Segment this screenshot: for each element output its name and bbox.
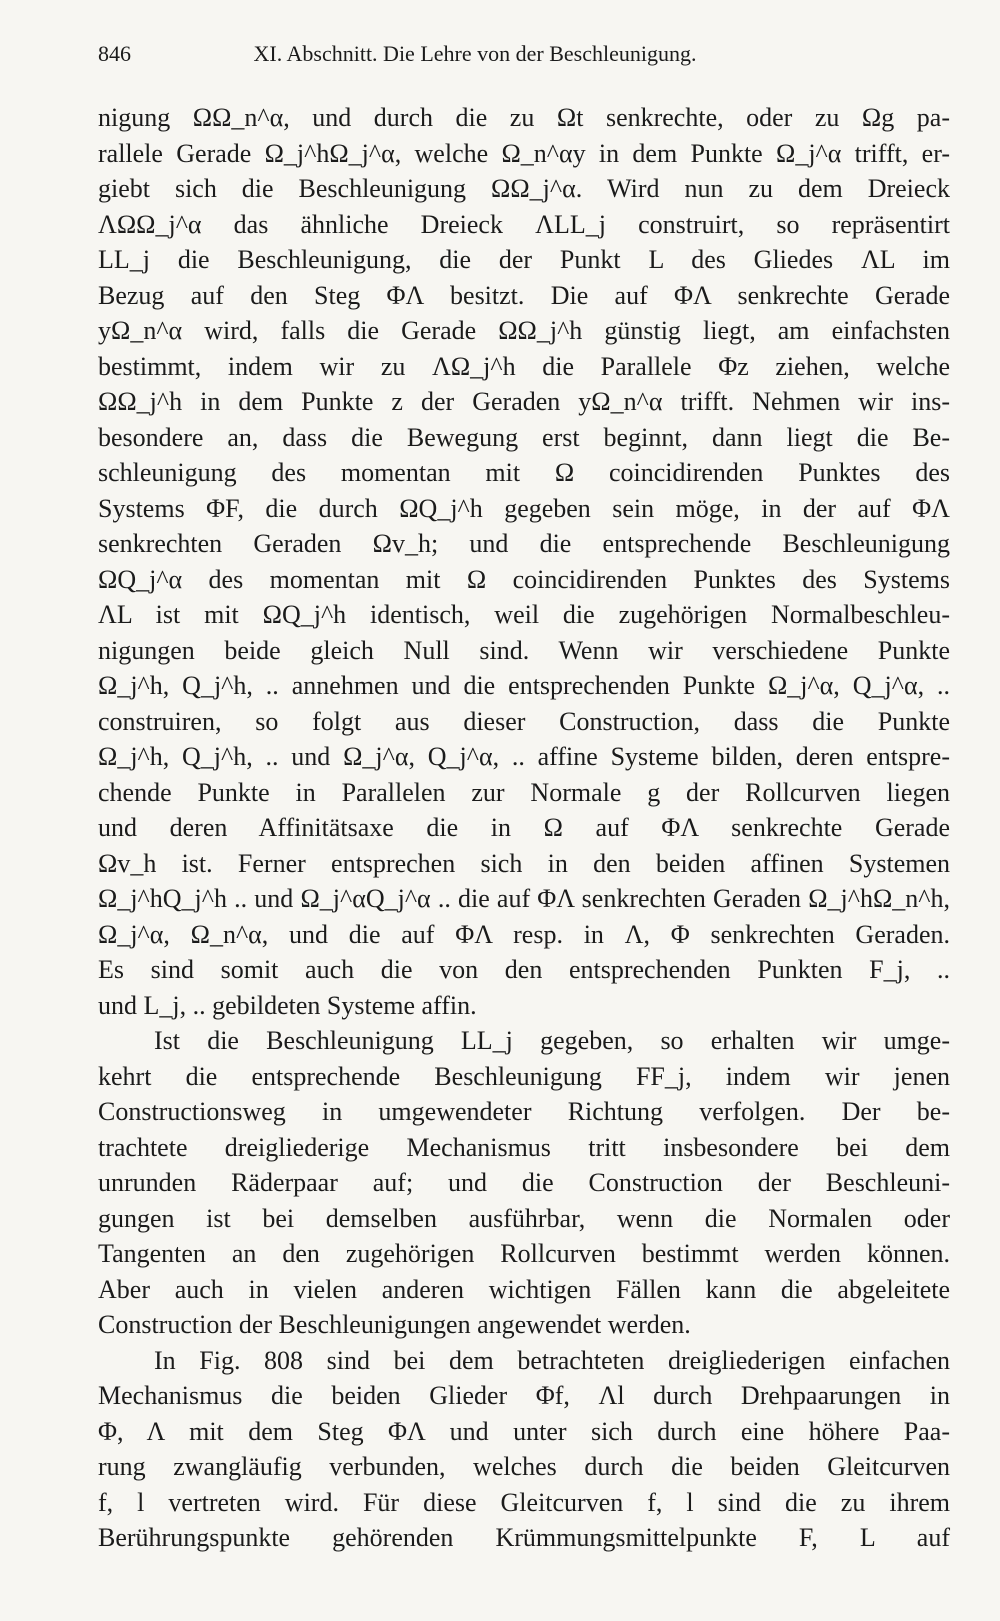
text-line: Ωv_h ist. Ferner entsprechen sich in den beiden affinen Systemen (98, 848, 950, 878)
text-line: besondere an, dass die Bewegung erst beginnt, dann liegt die Be- (98, 422, 950, 452)
text-line: LL_j die Beschleunigung, die der Punkt L des Gliedes ΛL im (98, 245, 950, 274)
text-line: ΩΩ_j^h in dem Punkte z der Geraden yΩ_n^α trifft. Nehmen wir ins- (98, 387, 950, 416)
running-header (98, 38, 950, 70)
text-line: Ω_j^h, Q_j^h, .. und Ω_j^α, Q_j^α, .. affine Systeme bilden, deren entspre- (98, 742, 950, 771)
text-line: Ω_j^α, Ω_n^α, und die auf ΦΛ resp. in Λ, Φ senkrechten Geraden. (98, 919, 950, 949)
text-line: yΩ_n^α wird, falls die Gerade ΩΩ_j^h günstig liegt, am einfachsten (98, 316, 950, 345)
text-line: bestimmt, indem wir zu ΛΩ_j^h die Parallele Φz ziehen, welche (98, 351, 950, 381)
text-line: giebt sich die Beschleunigung ΩΩ_j^α. Wird nun zu dem Dreieck (98, 174, 950, 203)
text-line: unrunden Räderpaar auf; und die Construction der Beschleuni- (98, 1168, 950, 1197)
text-line: nigungen beide gleich Null sind. Wenn wir verschiedene Punkte (98, 635, 950, 665)
body-text (98, 100, 950, 1556)
text-line: gungen ist bei demselben ausführbar, wenn die Normalen oder (98, 1203, 950, 1233)
running-title: XI. Abschnitt. Die Lehre von der Beschleunigung. (253, 41, 697, 66)
text-line: rung zwangläufig verbunden, welches durch die beiden Gleitcurven (98, 1452, 950, 1481)
text-line: und L_j, .. gebildeten Systeme affin. (98, 990, 477, 1020)
text-line: ΛΩΩ_j^α das ähnliche Dreieck ΛLL_j construirt, so repräsentirt (98, 209, 950, 239)
text-line: Ω_j^h, Q_j^h, .. annehmen und die entsprechenden Punkte Ω_j^α, Q_j^α, .. (98, 671, 950, 700)
text-line: ΩQ_j^α des momentan mit Ω coincidirenden Punktes des Systems (98, 564, 950, 594)
text-line: senkrechten Geraden Ωv_h; und die entsprechende Beschleunigung (98, 529, 950, 558)
text-line: Systems ΦF, die durch ΩQ_j^h gegeben sein möge, in der auf ΦΛ (98, 493, 950, 523)
text-line: Tangenten an den zugehörigen Rollcurven bestimmt werden können. (98, 1239, 950, 1268)
text-line: Constructionsweg in umgewendeter Richtung verfolgen. Der be- (98, 1097, 950, 1126)
text-line: Mechanismus die beiden Glieder Φf, Λl durch Drehpaarungen in (98, 1381, 950, 1410)
text-line: Berührungspunkte gehörenden Krümmungsmittelpunkte F, L auf (98, 1523, 950, 1552)
text-line: chende Punkte in Parallelen zur Normale g der Rollcurven liegen (98, 777, 950, 807)
page-number: 846 (98, 41, 131, 66)
text-line: rallele Gerade Ω_j^hΩ_j^α, welche Ω_n^αy in dem Punkte Ω_j^α trifft, er- (98, 138, 950, 168)
text-line: und deren Affinitätsaxe die in Ω auf ΦΛ senkrechte Gerade (98, 813, 950, 842)
text-line: Φ, Λ mit dem Steg ΦΛ und unter sich durch eine höhere Paa- (98, 1416, 950, 1446)
text-line: Es sind somit auch die von den entsprechenden Punkten F_j, .. (98, 955, 950, 984)
text-line: Aber auch in vielen anderen wichtigen Fällen kann die abgeleitete (98, 1274, 950, 1304)
text-line: trachtete dreigliederige Mechanismus tritt insbesondere bei dem (98, 1132, 950, 1162)
text-line: Ist die Beschleunigung LL_j gegeben, so erhalten wir umge- (154, 1026, 950, 1055)
text-line: kehrt die entsprechende Beschleunigung FF_j, indem wir jenen (98, 1061, 950, 1091)
text-line: nigung ΩΩ_n^α, und durch die zu Ωt senkrechte, oder zu Ωg pa- (98, 103, 950, 132)
text-line: In Fig. 808 sind bei dem betrachteten dreigliederigen einfachen (154, 1345, 950, 1375)
text-line: Bezug auf den Steg ΦΛ besitzt. Die auf ΦΛ senkrechte Gerade (98, 280, 950, 310)
text-line: construiren, so folgt aus dieser Construction, dass die Punkte (98, 706, 950, 736)
text-line: Construction der Beschleunigungen angewendet werden. (98, 1310, 691, 1339)
text-line: ΛL ist mit ΩQ_j^h identisch, weil die zugehörigen Normalbeschleu- (98, 600, 950, 629)
text-line: f, l vertreten wird. Für diese Gleitcurven f, l sind die zu ihrem (98, 1487, 950, 1517)
text-line: schleunigung des momentan mit Ω coincidirenden Punktes des (98, 458, 950, 487)
text-line: Ω_j^hQ_j^h .. und Ω_j^αQ_j^α .. die auf ΦΛ senkrechten Geraden Ω_j^hΩ_n^h, (98, 884, 950, 913)
